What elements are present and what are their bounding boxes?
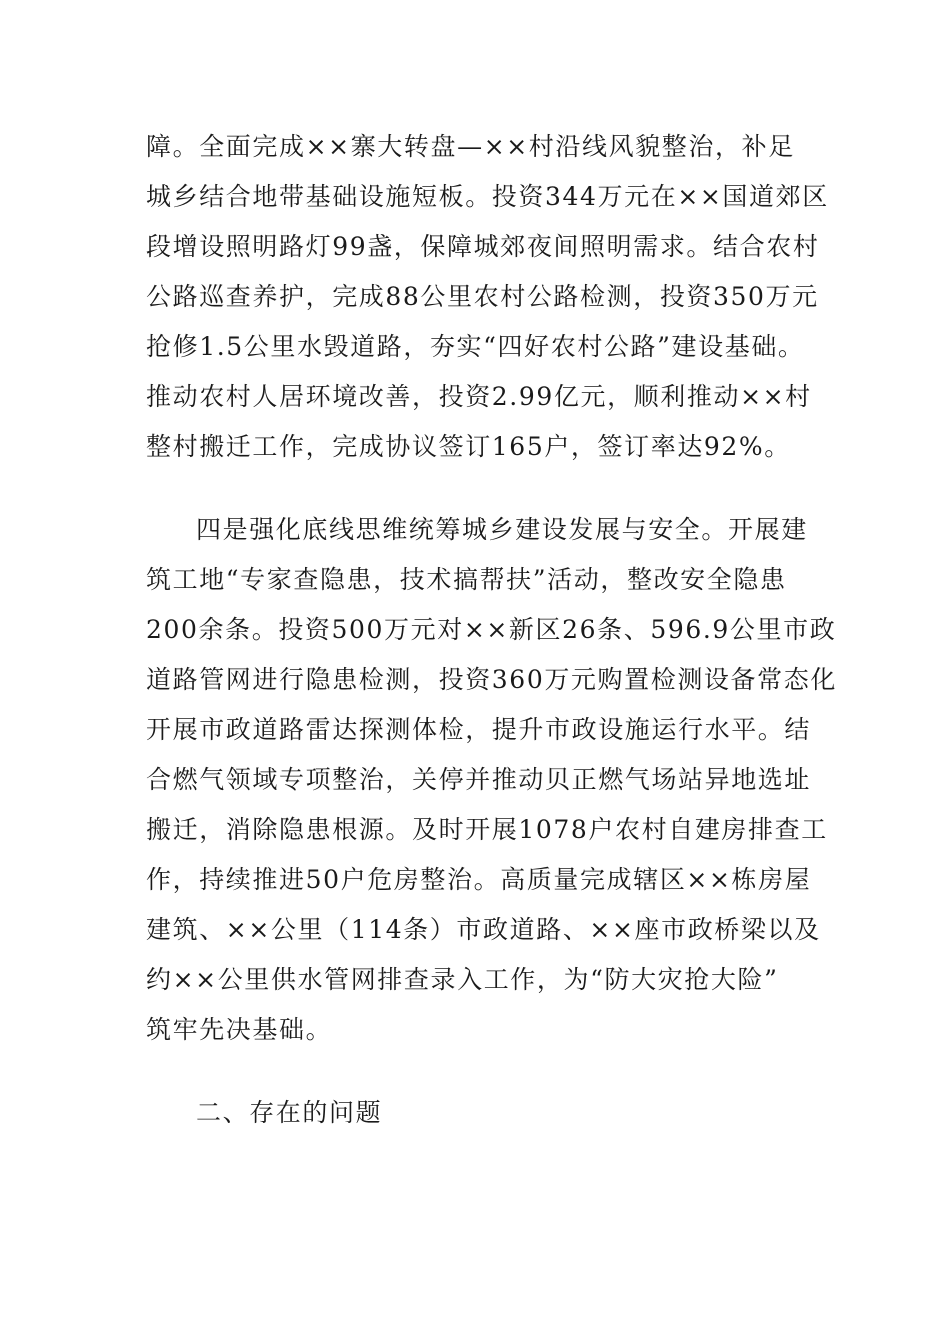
text-line: 公路巡查养护，完成88公里农村公路检测，投资350万元 bbox=[146, 282, 819, 311]
text-line: 约××公里供水管网排查录入工作，为“防大灾抢大险” bbox=[146, 965, 779, 994]
text-line: 200余条。投资500万元对××新区26条、596.9公里市政 bbox=[146, 615, 837, 644]
text-line: 段增设照明路灯99盏，保障城郊夜间照明需求。结合农村 bbox=[146, 232, 820, 261]
text-line: 障。全面完成××寨大转盘—××村沿线风貌整治，补足 bbox=[146, 132, 795, 161]
text-line: 合燃气领域专项整治，关停并推动贝正燃气场站异地选址 bbox=[146, 765, 812, 794]
text-line: 抢修1.5公里水毁道路，夯实“四好农村公路”建设基础。 bbox=[146, 332, 805, 361]
text-line: 道路管网进行隐患检测，投资360万元购置检测设备常态化 bbox=[146, 665, 837, 694]
section-heading: 二、存在的问题 bbox=[196, 1098, 383, 1127]
text-line: 搬迁，消除隐患根源。及时开展1078户农村自建房排查工 bbox=[146, 815, 828, 844]
text-line: 四是强化底线思维统筹城乡建设发展与安全。开展建 bbox=[196, 515, 808, 544]
text-line: 筑工地“专家查隐患，技术搞帮扶”活动，整改安全隐患 bbox=[146, 565, 787, 594]
text-line: 筑牢先决基础。 bbox=[146, 1015, 333, 1044]
text-line: 城乡结合地带基础设施短板。投资344万元在××国道郊区 bbox=[146, 182, 829, 211]
text-line: 建筑、××公里（114条）市政道路、××座市政桥梁以及 bbox=[146, 915, 821, 944]
text-line: 推动农村人居环境改善，投资2.99亿元，顺利推动××村 bbox=[146, 382, 812, 411]
text-line: 开展市政道路雷达探测体检，提升市政设施运行水平。结 bbox=[146, 715, 812, 744]
text-line: 整村搬迁工作，完成协议签订165户，签订率达92%。 bbox=[146, 432, 791, 461]
text-line: 作，持续推进50户危房整治。高质量完成辖区××栋房屋 bbox=[146, 865, 812, 894]
